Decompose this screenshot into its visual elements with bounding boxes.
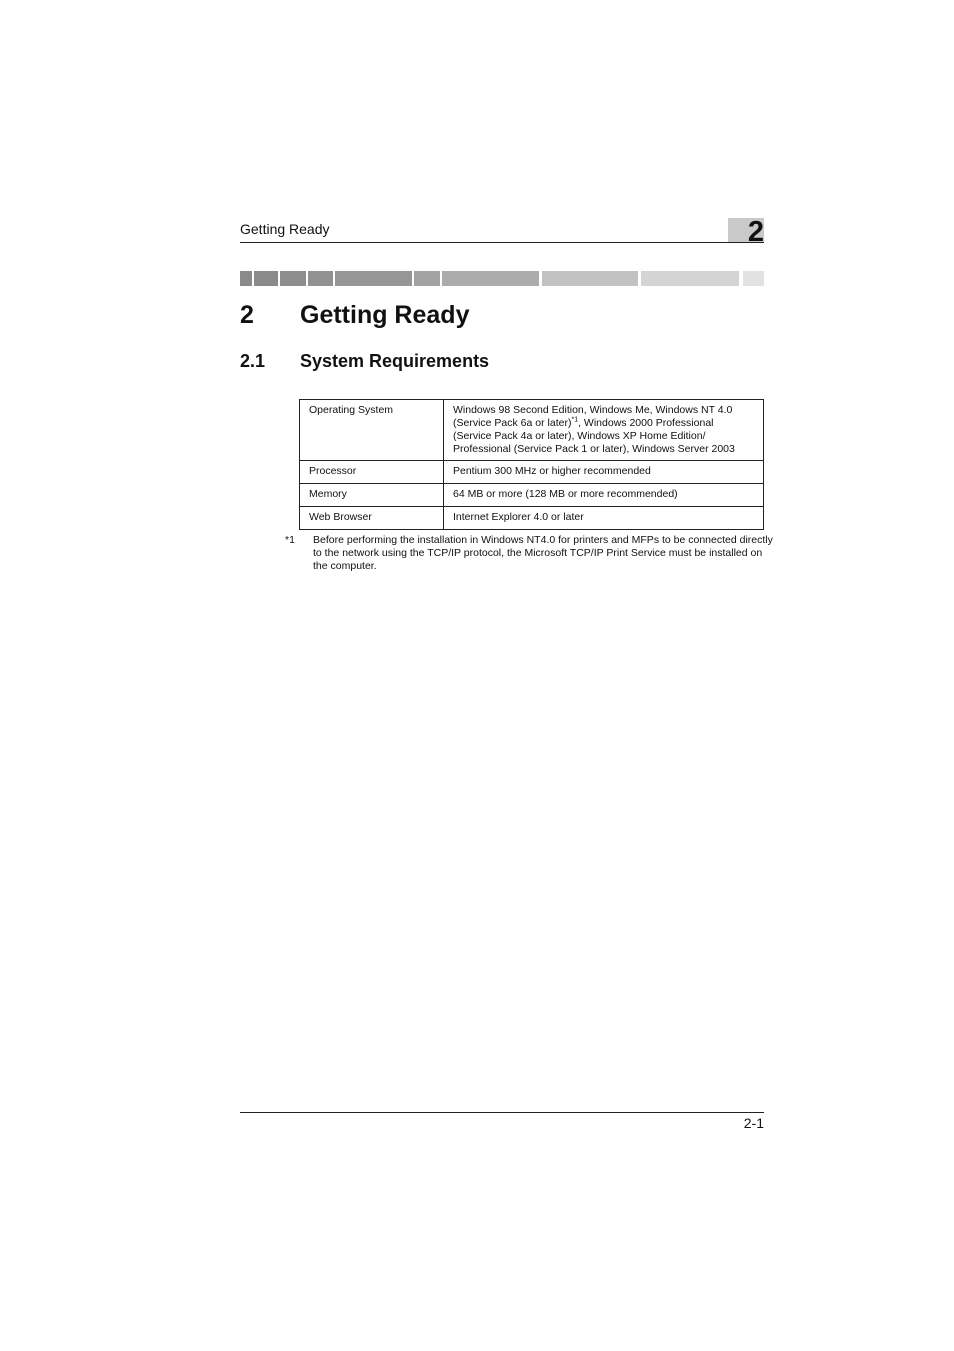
table-label-cell: Processor [300, 461, 444, 484]
table-row [300, 484, 764, 507]
chapter-tab-number: 2 [747, 216, 764, 248]
os-value-line: Professional (Service Pack 1 or later), Windows Server 2003 [453, 443, 735, 455]
footnote-marker: *1 [285, 534, 295, 546]
footnote-reference: *1 [571, 416, 579, 424]
chapter-heading [240, 300, 469, 330]
section-number: 2.1 [240, 351, 266, 371]
chapter-number: 2 [240, 301, 254, 329]
footnote-text: Before performing the installation in Windows NT4.0 for printers and MFPs to be connected directly to the network using the TCP/IP protocol, the Microsoft TCP/IP Print Service must be installed on the computer. [313, 534, 773, 572]
table-value-cell [444, 400, 764, 461]
page-number: 2-1 [743, 1115, 764, 1131]
decorative-gradient-bar [240, 271, 764, 286]
deco-bar-segment [308, 271, 333, 286]
deco-bar-segment [542, 271, 638, 286]
os-value-line: , Windows 2000 Professional [578, 417, 714, 429]
os-value-line: (Service Pack 4a or later), Windows XP Home Edition/ [453, 430, 706, 442]
deco-bar-segment [442, 271, 539, 286]
os-value-line: Windows 98 Second Edition, Windows Me, Windows NT 4.0 [453, 404, 733, 416]
section-title: System Requirements [300, 351, 490, 371]
deco-bar-segment [254, 271, 278, 286]
footnote [285, 534, 779, 573]
section-heading [240, 350, 489, 372]
table-label-cell: Memory [300, 484, 444, 507]
table-row [300, 461, 764, 484]
table-value-cell: Internet Explorer 4.0 or later [444, 507, 764, 530]
deco-bar-segment [743, 271, 764, 286]
table-value-cell: Pentium 300 MHz or higher recommended [444, 461, 764, 484]
table-label-cell: Web Browser [300, 507, 444, 530]
page-footer [240, 1112, 764, 1131]
page-header [240, 216, 764, 248]
deco-bar-segment [280, 271, 306, 286]
table-row [300, 507, 764, 530]
system-requirements-table [299, 399, 764, 530]
running-header-title: Getting Ready [240, 221, 330, 237]
table-row [300, 400, 764, 461]
chapter-title: Getting Ready [300, 301, 470, 329]
os-value-line: (Service Pack 6a or later) [453, 417, 572, 429]
table-value-cell: 64 MB or more (128 MB or more recommended) [444, 484, 764, 507]
table-label-cell: Operating System [300, 400, 444, 461]
deco-bar-segment [641, 271, 739, 286]
deco-bar-segment [414, 271, 440, 286]
deco-bar-segment [240, 271, 252, 286]
deco-bar-segment [335, 271, 412, 286]
